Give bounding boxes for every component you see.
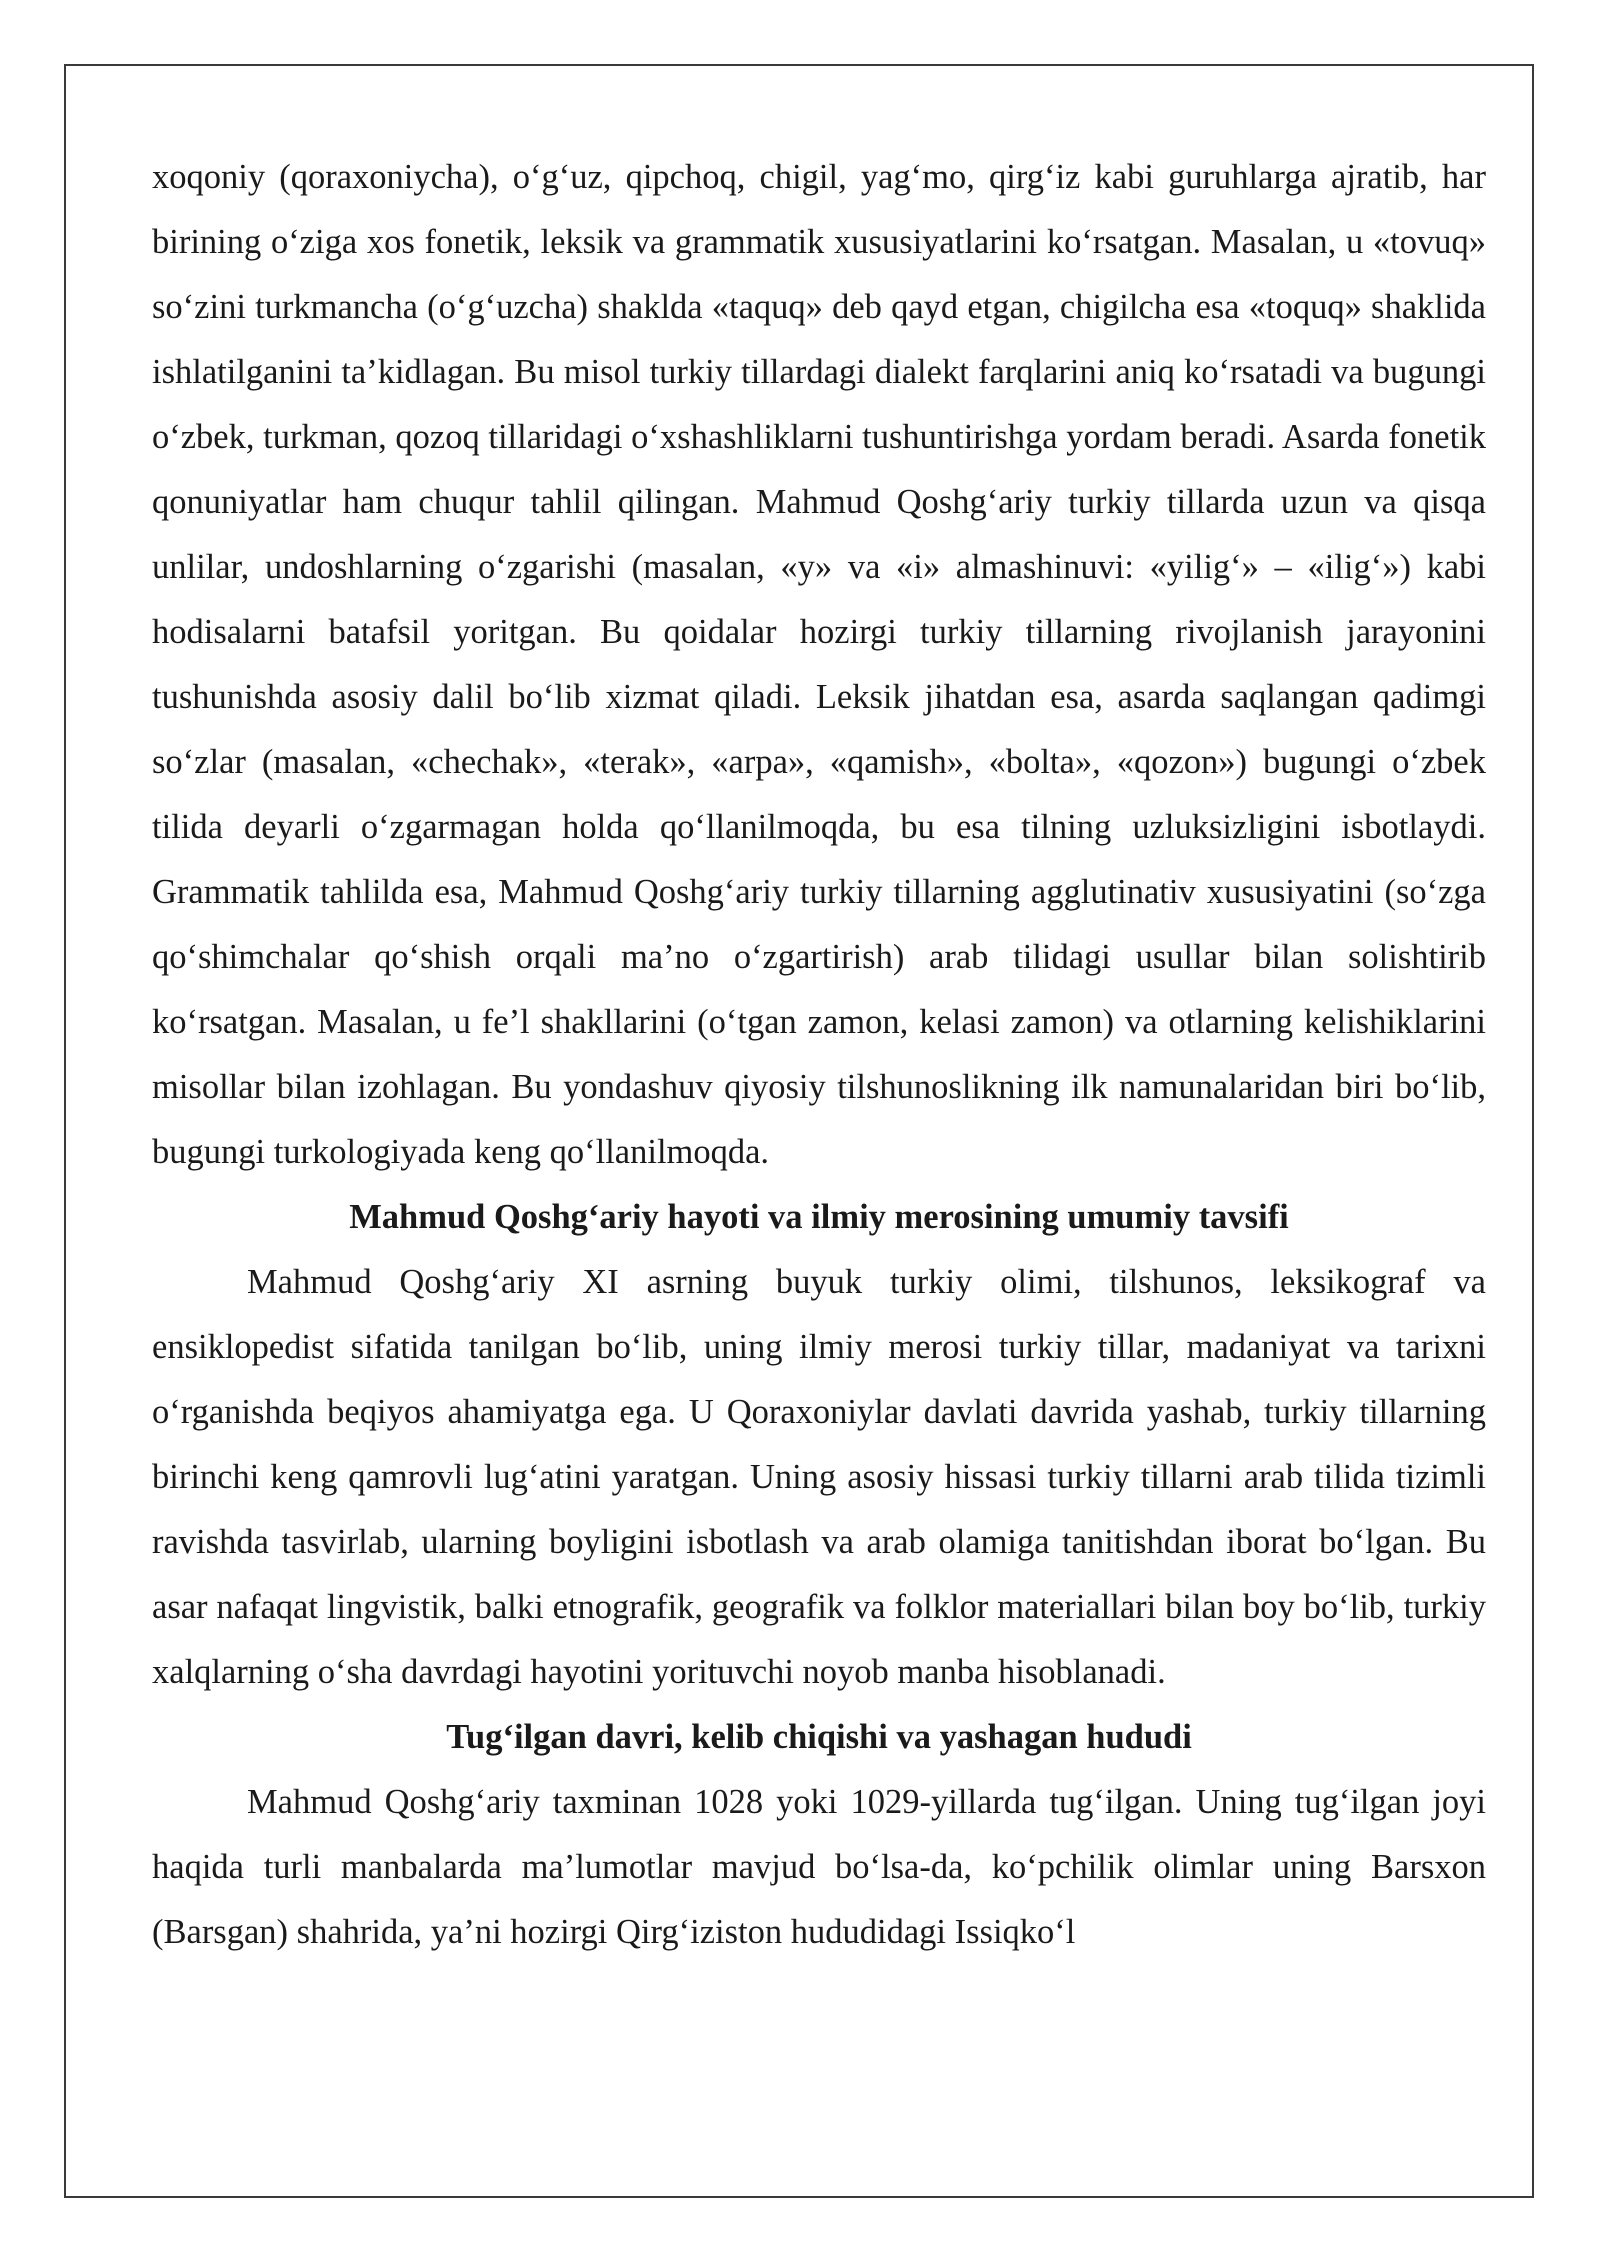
body-paragraph-continued: xoqoniy (qoraxoniycha), o‘g‘uz, qipchoq, chigil, yag‘mo, qirg‘iz kabi guruhlarga ajratib, har birining o‘ziga xos fonetik, leksik va grammatik xususiyatlarini ko‘rsatgan. Masalan, u «tovuq» so‘zini turkmancha (o‘g‘uzcha) shaklda «taquq» deb qayd etgan, chigilcha esa «toquq» shaklida ishlatilganini ta’kidlagan. Bu misol turkiy tillardagi dialekt farqlarini aniq ko‘rsatadi va bugungi o‘zbek, turkman, qozoq tillaridagi o‘xshashliklarni tushuntirishga yordam beradi. Asarda fonetik qonuniyatlar ham chuqur tahlil qilingan. Mahmud Qoshg‘ariy turkiy tillarda uzun va qisqa unlilar, undoshlarning o‘zgarishi (masalan, «y» va «i» almashinuvi: «yilig‘» – «ilig‘») kabi hodisalarni batafsil yoritgan. Bu qoidalar hozirgi turkiy tillarning rivojlanish jarayonini tushunishda asosiy dalil bo‘lib xizmat qiladi. Leksik jihatdan esa, asarda saqlangan qadimgi so‘zlar (masalan, «chechak», «terak», «arpa», «qamish», «bolta», «qozon») bugungi o‘zbek tilida deyarli o‘zgarmagan holda qo‘llanilmoqda, bu esa tilning uzluksizligini isbotlaydi. Grammatik tahlilda esa, Mahmud Qoshg‘ariy turkiy tillarning agglutinativ xususiyatini (so‘zga qo‘shimchalar qo‘shish orqali ma’no o‘zgartirish) arab tilidagi usullar bilan solishtirib ko‘rsatgan. Masalan, u fe’l shakllarini (o‘tgan zamon, kelasi zamon) va otlarning kelishiklarini misollar bilan izohlagan. Bu yondashuv qiyosiy tilshunoslikning ilk namunalaridan biri bo‘lib, bugungi turkologiyada keng qo‘llanilmoqda. — [152, 158, 1486, 1171]
section-heading-biography: Mahmud Qoshg‘ariy hayoti va ilmiy merosining umumiy tavsifi — [349, 1198, 1289, 1236]
section-heading-birth: Tug‘ilgan davri, kelib chiqishi va yashagan hududi — [446, 1718, 1192, 1756]
body-paragraph-birth: Mahmud Qoshg‘ariy taxminan 1028 yoki 1029-yillarda tug‘ilgan. Uning tug‘ilgan joyi haqida turli manbalarda ma’lumotlar mavjud bo‘lsa-da, ko‘pchilik olimlar uning Barsxon (Barsgan) shahrida, ya’ni hozirgi Qirg‘iziston hududidagi Issiqko‘l — [152, 1783, 1486, 1951]
body-paragraph-biography: Mahmud Qoshg‘ariy XI asrning buyuk turkiy olimi, tilshunos, leksikograf va ensiklopedist sifatida tanilgan bo‘lib, uning ilmiy merosi turkiy tillar, madaniyat va tarixni o‘rganishda beqiyos ahamiyatga ega. U Qoraxoniylar davlati davrida yashab, turkiy tillarning birinchi keng qamrovli lug‘atini yaratgan. Uning asosiy hissasi turkiy tillarni arab tilida tizimli ravishda tasvirlab, ularning boyligini isbotlash va arab olamiga tanitishdan iborat bo‘lgan. Bu asar nafaqat lingvistik, balki etnografik, geografik va folklor materiallari bilan boy bo‘lib, turkiy xalqlarning o‘sha davrdagi hayotini yorituvchi noyob manba hisoblanadi. — [152, 1263, 1486, 1691]
document-body — [152, 145, 1486, 1965]
